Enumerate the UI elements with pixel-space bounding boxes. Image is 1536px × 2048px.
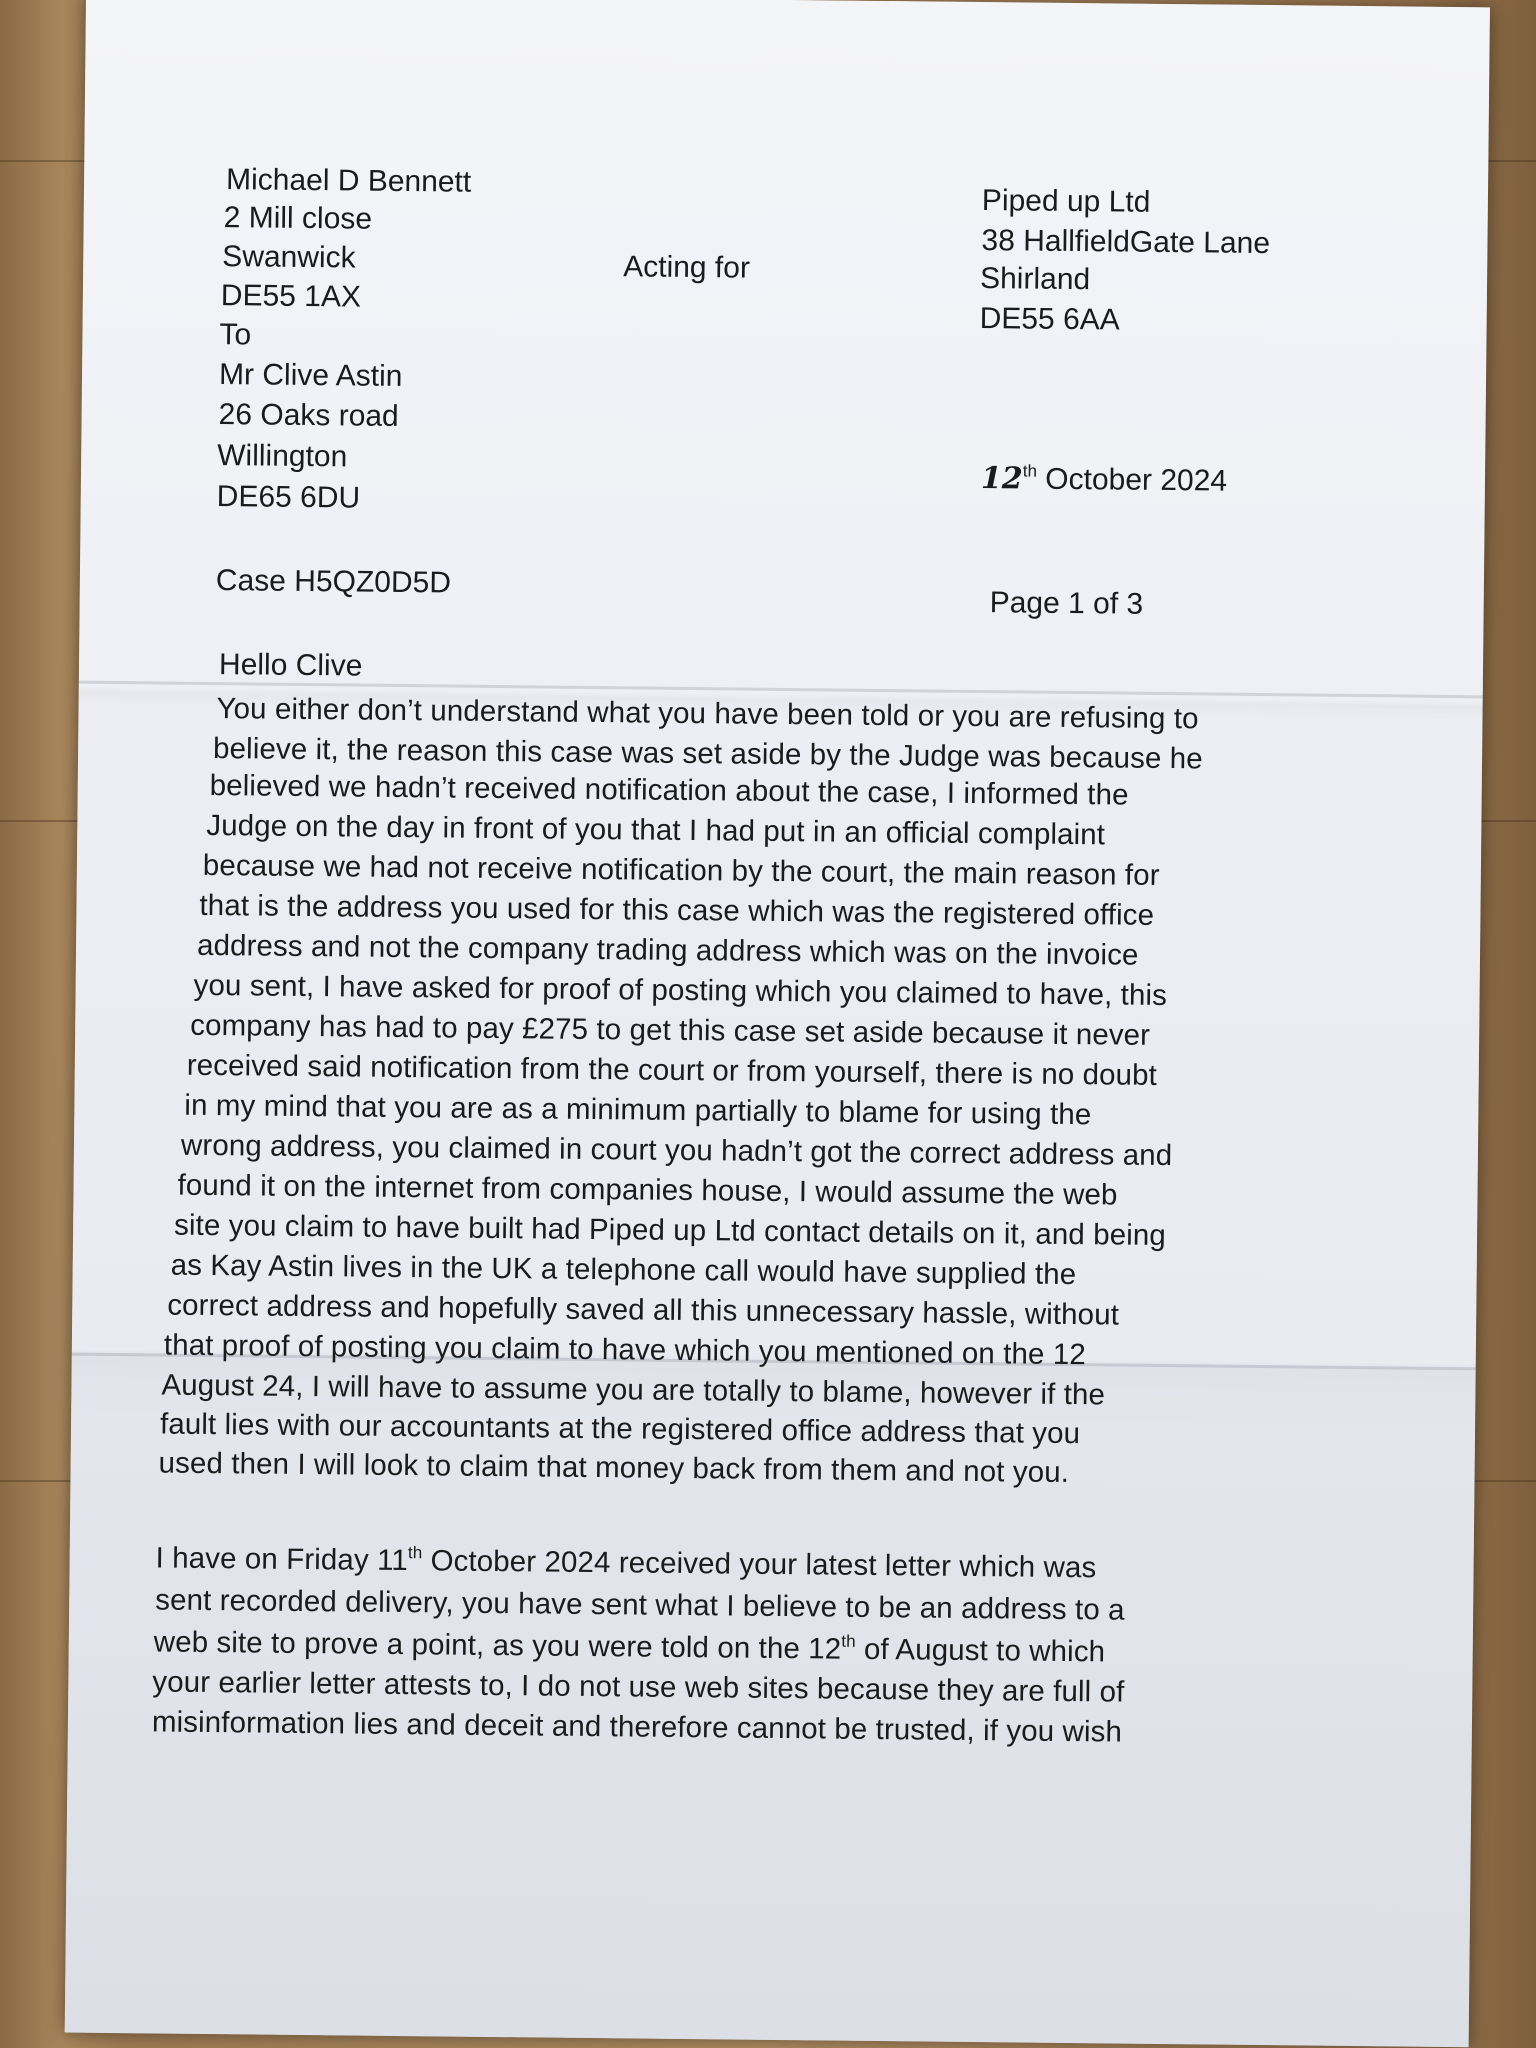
letter-page: [65, 0, 1490, 2047]
greeting: Hello Clive: [218, 648, 363, 683]
letter-date: [981, 460, 1227, 501]
paragraph-line: believe it, the reason this case was set aside by the Judge was because he: [212, 732, 1203, 776]
paragraph-line: Judge on the day in front of you that I had put in an official complaint: [206, 808, 1106, 852]
paragraph2-line: misinformation lies and deceit and therefore cannot be trusted, if you wish: [151, 1705, 1123, 1749]
recipient-name: Mr Clive Astin: [218, 358, 403, 393]
text-span: of August to which: [855, 1632, 1106, 1669]
to-label: To: [219, 318, 252, 352]
text-span: I have on Friday 11: [155, 1541, 409, 1578]
paragraph-line: as Kay Astin lives in the UK a telephone call would have supplied the: [170, 1248, 1077, 1292]
recipient-address-line: Willington: [217, 439, 348, 474]
date-day-handwritten: 12: [980, 461, 1023, 497]
paragraph-line: received said notification from the court or from yourself, there is no doubt: [186, 1048, 1158, 1092]
company-address-line: Shirland: [979, 262, 1091, 297]
paragraph2-line: [154, 1625, 1106, 1669]
recipient-address-line: 26 Oaks road: [218, 398, 399, 433]
sender-address-line: Swanwick: [222, 240, 356, 275]
paragraph-line: You either don’t understand what you have been told or you are refusing to: [216, 692, 1199, 736]
sender-postcode: DE55 1AX: [220, 279, 362, 314]
page-indicator: Page 1 of 3: [989, 586, 1144, 621]
paragraph-line: you sent, I have asked for proof of posting which you claimed to have, this: [193, 968, 1168, 1013]
acting-for-label: Acting for: [623, 250, 751, 285]
paragraph-line: August 24, I will have to assume you are totally to blame, however if the: [161, 1368, 1106, 1412]
paragraph-line: that is the address you used for this case which was the registered office: [199, 888, 1155, 932]
paragraph2-line: [155, 1541, 1096, 1585]
paragraph-line: believed we hadn’t received notification about the case, I informed the: [209, 768, 1129, 812]
paragraph-line: company has had to pay £275 to get this case set aside because it never: [190, 1008, 1151, 1052]
paragraph-line: fault lies with our accountants at the registered office address that you: [159, 1407, 1081, 1451]
sender-name: Michael D Bennett: [225, 163, 472, 199]
text-span: October 2024 received your latest letter which was: [422, 1544, 1097, 1585]
company-postcode: DE55 6AA: [979, 302, 1120, 337]
paragraph-line: correct address and hopefully saved all this unnecessary hassle, without: [167, 1288, 1120, 1332]
recipient-postcode: DE65 6DU: [216, 480, 361, 515]
date-month-year: October 2024: [1045, 462, 1228, 498]
paragraph-line: in my mind that you are as a minimum partially to blame for using the: [184, 1088, 1092, 1132]
paragraph2-line: your earlier letter attests to, I do not use web sites because they are full of: [152, 1665, 1125, 1709]
ordinal-suffix: th: [841, 1631, 856, 1651]
paragraph-line: address and not the company trading address which was on the invoice: [196, 928, 1139, 972]
company-address-line: 38 HallfieldGate Lane: [981, 224, 1271, 261]
paragraph-line: site you claim to have built had Piped up Ltd contact details on it, and being: [173, 1208, 1167, 1253]
paragraph-line: that proof of posting you claim to have which you mentioned on the 12: [163, 1328, 1086, 1372]
paragraph2-line: sent recorded delivery, you have sent what I believe to be an address to a: [155, 1583, 1125, 1627]
text-span: web site to prove a point, as you were told on the 12: [153, 1625, 842, 1666]
ordinal-suffix: th: [407, 1543, 423, 1563]
paragraph-line: found it on the internet from companies house, I would assume the web: [177, 1168, 1118, 1212]
paragraph-line: wrong address, you claimed in court you hadn’t got the correct address and: [180, 1128, 1173, 1173]
paragraph-line: used then I will look to claim that money back from them and not you.: [158, 1446, 1070, 1490]
company-name: Piped up Ltd: [981, 184, 1151, 219]
sender-address-line: 2 Mill close: [223, 201, 373, 236]
date-suffix: th: [1022, 461, 1038, 481]
paragraph-line: because we had not receive notification by the court, the main reason for: [202, 848, 1160, 892]
case-reference: Case H5QZ0D5D: [215, 564, 452, 600]
